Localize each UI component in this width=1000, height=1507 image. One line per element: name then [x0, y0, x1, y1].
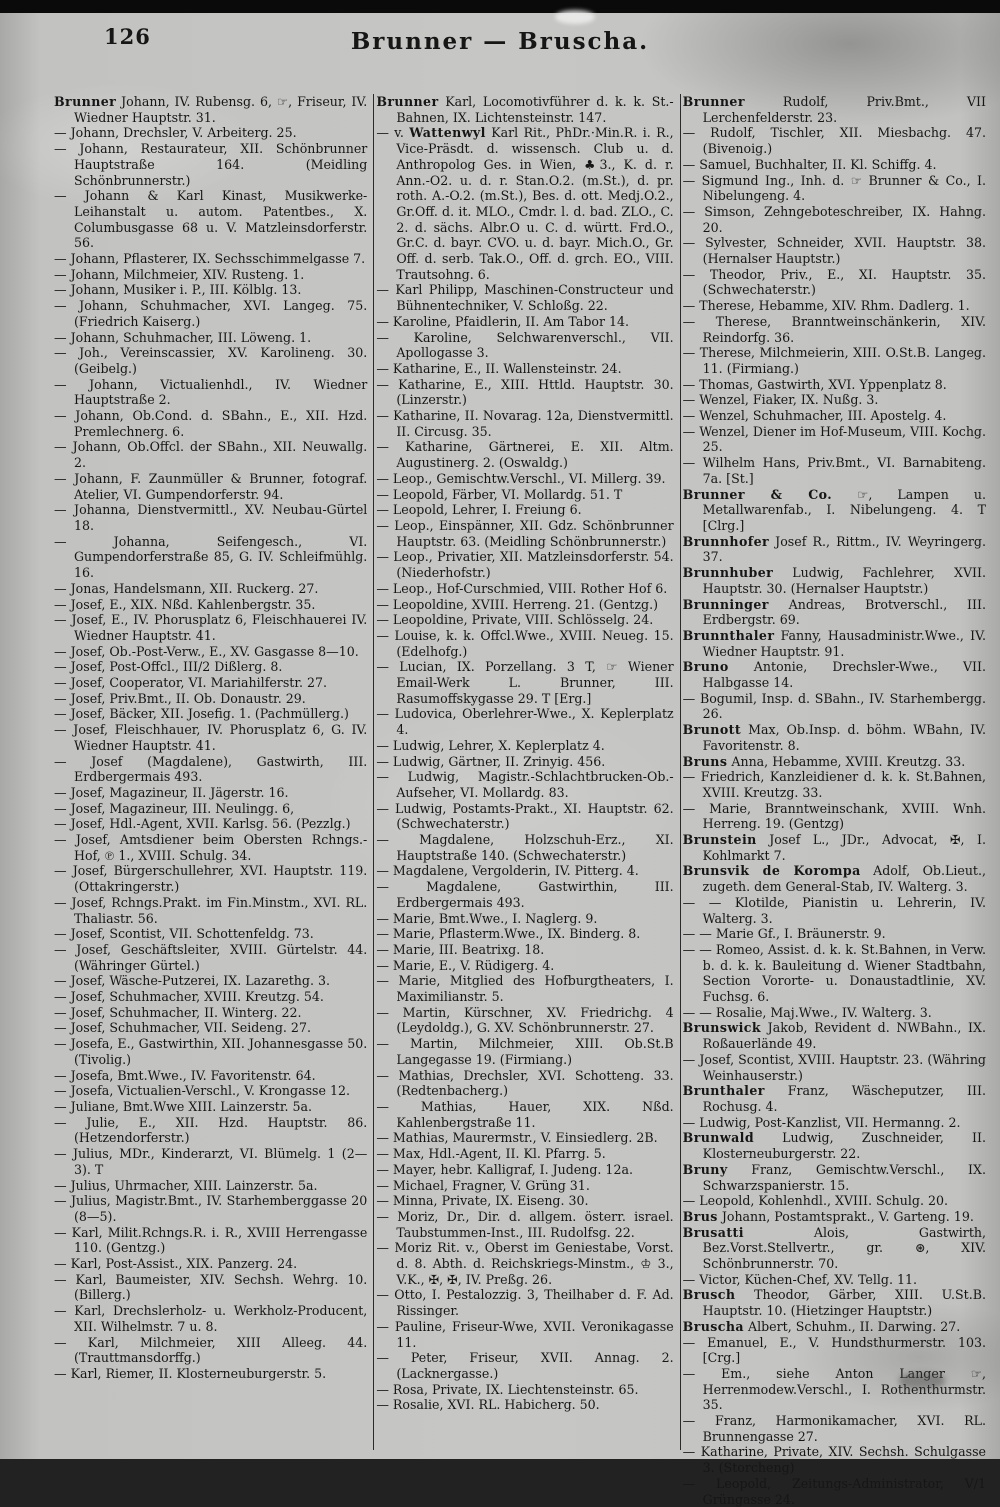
directory-entry: Bruscha Albert, Schuhm., II. Darwing. 27.	[682, 1318, 961, 1334]
directory-entry: — Josef, Wäsche-Putzerei, IX. Lazarethg. 3.	[54, 973, 330, 989]
directory-entry: — Pauline, Friseur-Wwe, XVII. Veronikagasse 11.	[376, 1318, 674, 1350]
directory-entry: — Emanuel, E., V. Hundsthurmerstr. 103. [Crg.]	[682, 1334, 986, 1366]
directory-entry: — Josef, Schuhmacher, XVIII. Kreutzg. 54.	[54, 989, 324, 1005]
directory-entry: — Magdalene, Holzschuh-Erz., XI. Hauptstraße 140. (Schwechaterstr.)	[376, 832, 674, 863]
directory-entry: — Ludovica, Oberlehrer-Wwe., X. Keplerplatz 4.	[376, 706, 674, 738]
entry-surname: Brunner & Co.	[682, 486, 833, 502]
directory-entry: — Josef, Hdl.-Agent, XVII. Karlsg. 56. (Pezzlg.)	[54, 816, 351, 832]
directory-entry: — Karl, Post-Assist., XIX. Panzerg. 24.	[54, 1256, 298, 1272]
directory-entry: — Marie, E., V. Rüdigerg. 4.	[376, 957, 555, 973]
directory-entry: — Johann, Schuhmacher, XVI. Langeg. 75. (Friedrich Kaiserg.)	[54, 298, 368, 329]
directory-entry: Brunninger Andreas, Brotverschl., III. Erdbergstr. 69.	[682, 596, 986, 628]
directory-entry: — Karl, Baumeister, XIV. Sechsh. Wehrg. 10. (Billerg.)	[54, 1271, 368, 1303]
directory-entry: — Katharine, E., XIII. Httld. Hauptstr. 30. (Linzerstr.)	[376, 376, 674, 408]
directory-entry: — Katharine, Gärtnerei, E. XII. Altm. Augustinerg. 2. (Oswaldg.)	[376, 439, 674, 471]
directory-entry: — Marie, Branntweinschank, XVIII. Wnh. Herreng. 19. (Gentzg)	[682, 800, 986, 832]
directory-entry: — Joh., Vereinscassier, XV. Karolineng. 30. (Geibelg.)	[54, 345, 368, 376]
directory-entry: — Johanna, Seifengesch., VI. Gumpendorferstraße 85, G. IV. Schleifmühlg. 16.	[54, 533, 368, 581]
directory-entry: — Bogumil, Insp. d. SBahn., IV. Starhembergg. 26.	[682, 690, 986, 722]
directory-entry: — Leop., Privatier, XII. Matzleinsdorferstr. 54. (Niederhofstr.)	[376, 549, 674, 581]
page-number: 126	[104, 24, 151, 49]
directory-entry: — Johann, Musiker i. P., III. Kölblg. 13.	[54, 282, 302, 298]
directory-entry: — Rudolf, Tischler, XII. Miesbachg. 47. (Bivenoig.)	[682, 125, 986, 157]
entry-surname: Brus	[682, 1208, 718, 1224]
entry-surname: Brunsvik de Korompa	[682, 863, 861, 879]
directory-entry: — Ludwig, Lehrer, X. Keplerplatz 4.	[376, 737, 605, 753]
directory-entry: Brunwald Ludwig, Zuschneider, II. Klosterneuburgerstr. 22.	[682, 1130, 986, 1162]
directory-entry: — Karoline, Selchwarenverschl., VII. Apollogasse 3.	[376, 329, 674, 361]
directory-entry: — — Rosalie, Maj.Wwe., IV. Walterg. 3.	[682, 1004, 932, 1020]
directory-entry: Brunswick Jakob, Revident d. NWBahn., IX. Roßauerlände 49.	[682, 1020, 986, 1052]
directory-entry: — Lucian, IX. Porzellang. 3 T, ☞ Wiener Email-Werk L. Brunner, III. Rasumoffskygasse 29. T [Erg.]	[376, 659, 674, 706]
directory-entry: Brunott Max, Ob.Insp. d. böhm. WBahn, IV. Favoritenstr. 8.	[682, 722, 986, 753]
directory-entry: — Josef, Schuhmacher, VII. Seideng. 27.	[54, 1020, 311, 1036]
directory-entry: — Josef, Schuhmacher, II. Winterg. 22.	[54, 1004, 302, 1020]
directory-entry: — Ludwig, Postamts-Prakt., XI. Hauptstr. 62. (Schwechaterstr.)	[376, 800, 674, 832]
directory-entry: — Wenzel, Fiaker, IX. Nußg. 3.	[682, 392, 879, 408]
directory-entry: Brusch Theodor, Gärber, XIII. U.St.B. Hauptstr. 10. (Hietzinger Hauptstr.)	[682, 1287, 986, 1319]
directory-entry: — Leop., Hof-Curschmied, VIII. Rother Hof 6.	[376, 580, 668, 596]
directory-entry: — Marie, Pflasterm.Wwe., IX. Binderg. 8.	[376, 926, 641, 942]
directory-entry: — Julius, Magistr.Bmt., IV. Starhemberggasse 20 (8—5).	[54, 1193, 368, 1224]
directory-entry: — Sylvester, Schneider, XVII. Hauptstr. 38. (Hernalser Hauptstr.)	[682, 235, 986, 267]
column-3	[681, 94, 992, 1507]
directory-entry: — Julie, E., XII. Hzd. Hauptstr. 86. (Hetzendorferstr.)	[54, 1114, 368, 1146]
entry-surname: Brunstein	[682, 832, 757, 848]
entry-surname: Brusch	[682, 1287, 736, 1303]
directory-entry: — Leop., Einspänner, XII. Gdz. Schönbrunner Hauptstr. 63. (Meidling Schönbrunnerstr.)	[376, 517, 674, 549]
directory-entry: — Josef, Priv.Bmt., II. Ob. Donaustr. 29.	[54, 690, 306, 706]
directory-entry: — Josef, Scontist, VII. Schottenfeldg. 73.	[54, 926, 314, 942]
directory-entry: Brusatti Alois, Gastwirth, Bez.Vorst.Stellvertr., gr. ⊛, XIV. Schönbrunnerstr. 70.	[682, 1224, 986, 1272]
entry-surname: Brunwald	[682, 1130, 755, 1146]
directory-entry: — Josef, Cooperator, VI. Mariahilferstr. 27.	[54, 675, 328, 691]
directory-entry: — Josef, Ob.-Post-Verw., E., XV. Gasgasse 8—10.	[54, 643, 359, 659]
directory-entry: — Marie, III. Beatrixg. 18.	[376, 941, 545, 957]
directory-entry: — Josef, Bäcker, XII. Josefig. 1. (Pachmüllerg.)	[54, 706, 349, 722]
directory-entry: — Martin, Kürschner, XV. Friedrichg. 4 (Leydoldg.), G. XV. Schönbrunnerstr. 27.	[376, 1004, 674, 1036]
directory-entry: — Rosalie, XVI. RL. Habicherg. 50.	[376, 1397, 600, 1413]
directory-entry: Brunner Johann, IV. Rubensg. 6, ☞, Friseur, IV. Wiedner Hauptstr. 31.	[54, 94, 368, 125]
directory-entry: — Josef, Amtsdiener beim Obersten Rchngs.-Hof, ℗ 1., XVIII. Schulg. 34.	[54, 832, 368, 863]
directory-entry: — Josef, Post-Offcl., III/2 Dißlerg. 8.	[54, 659, 283, 675]
directory-entry: Brunner & Co. ☞, Lampen u. Metallwarenfab., I. Nibelungeng. 4. T [Clrg.]	[682, 486, 987, 533]
directory-entry: — Max, Hdl.-Agent, II. Kl. Pfarrg. 5.	[376, 1146, 606, 1162]
directory-entry: — Leopold, Lehrer, I. Freiung 6.	[376, 502, 582, 518]
directory-entry: — Rosa, Private, IX. Liechtensteinstr. 65.	[376, 1381, 639, 1397]
directory-entry: — Johann, F. Zaunmüller & Brunner, fotograf. Atelier, VI. Gumpendorferstr. 94.	[54, 470, 368, 502]
entry-surname: Brunnthaler	[682, 627, 775, 643]
directory-entry: — Leop., Gemischtw.Verschl., VI. Millerg. 39.	[376, 470, 666, 486]
directory-entry: Brus Johann, Postamtsprakt., V. Garteng. 19.	[682, 1208, 974, 1224]
directory-entry: — Otto, I. Pestalozzig. 3, Theilhaber d. F. Ad. Rissinger.	[376, 1287, 674, 1319]
column-2	[373, 94, 680, 1450]
directory-entry: — Johann, Milchmeier, XIV. Rusteng. 1.	[54, 266, 305, 282]
directory-entry: — Johann & Karl Kinast, Musikwerke-Leihanstalt u. autom. Patentbes., X. Columbusgasse 68 u. V. Matzleinsdorferstr. 56.	[54, 188, 368, 251]
directory-entry: — Johann, Restaurateur, XII. Schönbrunner Hauptstraße 164. (Meidling Schönbrunnerstr.)	[54, 141, 368, 188]
directory-entry: — Louise, k. k. Offcl.Wwe., XVIII. Neueg. 15. (Edelhofg.)	[376, 627, 674, 659]
directory-entry: Bruno Antonie, Drechsler-Wwe., VII. Halbgasse 14.	[682, 659, 986, 691]
directory-entry: — Josef, Magazineur, III. Neulingg. 6,	[54, 800, 295, 816]
directory-entry: — Katharine, E., II. Wallensteinstr. 24.	[376, 360, 622, 376]
entry-surname: Brunswick	[682, 1020, 761, 1036]
entry-surname: Brunninger	[682, 596, 769, 612]
directory-entry: — v. Wattenwyl Karl Rit., PhDr.·Min.R. i. R., Vice-Präsdt. d. wissensch. Club u. d. Anthropolog Ges. in Wien, ♣3., K. d. r. Ann.-O2. u. d. r. Stan.O.2. (m.St.), d. pr. roth. A.-O.2. (m.St.), Bes. d. ott. Medj.O.2., Gr.Off. d. it. MLO., Cmdr. l. d. bad. ZLO., C. 2. d. sächs. Albr.O u. C. d. württ. Frd.O., Gr.C. d. bayr. CVO. u. d. bayr. Mich.O., Gr. Off. d. serb. Tak.O., Off. d. grch. EO., VIII. Trautsohng. 6.	[376, 125, 674, 282]
entry-surname: Brunner	[682, 94, 745, 109]
directory-entry: Brunthaler Franz, Wäscheputzer, III. Rochusg. 4.	[682, 1083, 986, 1114]
directory-entry: — Karl, Drechslerholz- u. Werkholz-Producent, XII. Wilhelmstr. 7 u. 8.	[54, 1303, 368, 1334]
column-1	[52, 94, 373, 1450]
directory-entry: — Josef, E., XIX. Nßd. Kahlenbergstr. 35.	[54, 596, 316, 612]
directory-entry: — — Romeo, Assist. d. k. k. St.Bahnen, in Verw. b. d. k. k. Bauleitung d. Wiener Stadtbahn, Section Vororte- u. Donaustadtlinie, XV. Fuchsg. 6.	[682, 941, 986, 1005]
directory-entry: — Mathias, Drechsler, XVI. Schotteng. 33. (Redtenbacherg.)	[376, 1067, 674, 1099]
directory-entry: — Samuel, Buchhalter, II. Kl. Schiffg. 4.	[682, 156, 937, 172]
directory-entry: — Therese, Hebamme, XIV. Rhm. Dadlerg. 1.	[682, 298, 970, 314]
entry-surname: Bruscha	[682, 1318, 744, 1334]
entry-surname: Brunnhuber	[682, 565, 774, 581]
directory-entry: — Josef, E., IV. Phorusplatz 6, Fleischhauerei IV. Wiedner Hauptstr. 41.	[54, 612, 368, 643]
directory-entry: — Josef, Bürgerschullehrer, XVI. Hauptstr. 119. (Ottakringerstr.)	[54, 863, 368, 895]
directory-entry: — Juliane, Bmt.Wwe XIII. Lainzerstr. 5a.	[54, 1099, 313, 1114]
directory-entry: — — Marie Gf., I. Bräunerstr. 9.	[682, 926, 886, 942]
directory-entry: — Julius, Uhrmacher, XIII. Lainzerstr. 5a.	[54, 1177, 318, 1193]
entry-surname: Bruns	[682, 753, 728, 769]
entry-surname: Bruny	[682, 1161, 728, 1177]
directory-columns	[52, 94, 992, 1507]
entry-surname: Brunott	[682, 722, 742, 738]
directory-entry: — Johann, Ob.Cond. d. SBahn., E., XII. Hzd. Premlechnerg. 6.	[54, 408, 368, 439]
directory-entry: — Magdalene, Vergolderin, IV. Pitterg. 4.	[376, 863, 639, 879]
directory-entry: — Wenzel, Schuhmacher, III. Apostelg. 4.	[682, 408, 947, 424]
scan-stain	[899, 1373, 945, 1389]
directory-entry: — Wilhelm Hans, Priv.Bmt., VI. Barnabiteng. 7a. [St.]	[682, 455, 986, 486]
directory-entry: — Sigmund Ing., Inh. d. ☞ Brunner & Co., I. Nibelungeng. 4.	[682, 172, 986, 204]
entry-surname: Bruno	[682, 659, 729, 675]
directory-entry: — Leopoldine, XVIII. Herreng. 21. (Gentzg.)	[376, 596, 658, 612]
directory-entry: — Leopold, Zeitungs-Administrator, V/1 Grüngasse 24.	[682, 1475, 986, 1507]
directory-entry: — Theodor, Priv., E., XI. Hauptstr. 35. (Schwechaterstr.)	[682, 266, 986, 298]
directory-entry: — Karl, Riemer, II. Klosterneuburgerstr. 5.	[54, 1365, 327, 1381]
directory-entry: — Ludwig, Magistr.-Schlachtbrucken-Ob.-Aufseher, VI. Mollardg. 83.	[376, 769, 674, 800]
directory-entry: — Karl, Milit.Rchngs.R. i. R., XVIII Herrengasse 110. (Gentzg.)	[54, 1224, 368, 1256]
directory-entry: — Mayer, hebr. Kalligraf, I. Judeng. 12a.	[376, 1161, 633, 1177]
directory-entry: — Therese, Milchmeierin, XIII. O.St.B. Langeg. 11. (Firmiang.)	[682, 345, 986, 376]
directory-entry: — Josef (Magdalene), Gastwirth, III. Erdbergermais 493.	[54, 753, 368, 785]
directory-entry: — Josef, Magazineur, II. Jägerstr. 16.	[54, 784, 289, 800]
directory-entry: — Johanna, Dienstvermittl., XV. Neubau-Gürtel 18.	[54, 502, 368, 533]
directory-entry: Brunnhuber Ludwig, Fachlehrer, XVII. Hauptstr. 30. (Hernalser Hauptstr.)	[682, 565, 986, 596]
directory-entry: — Katharine, Private, XIV. Sechsh. Schulgasse 3. (Storcheng)	[682, 1444, 986, 1476]
directory-entry: — — Klotilde, Pianistin u. Lehrerin, IV. Walterg. 3.	[682, 894, 986, 926]
directory-entry: — Leopold, Kohlenhdl., XVIII. Schulg. 20.	[682, 1193, 948, 1209]
directory-entry: Brunstein Josef L., JDr., Advocat, ✠, I. Kohlmarkt 7.	[682, 832, 986, 863]
directory-entry: — Johann, Ob.Offcl. der SBahn., XII. Neuwallg. 2.	[54, 439, 368, 471]
directory-entry: — Katharine, II. Novarag. 12a, Dienstvermittl. II. Circusg. 35.	[376, 408, 674, 439]
entry-surname: Wattenwyl	[409, 125, 486, 141]
directory-entry: Brunner Karl, Locomotivführer d. k. k. St.-Bahnen, IX. Lichtensteinstr. 147.	[376, 94, 674, 125]
directory-entry: — Ludwig, Post-Kanzlist, VII. Hermanng. 2.	[682, 1114, 961, 1130]
directory-entry: — Johann, Pflasterer, IX. Sechsschimmelgasse 7.	[54, 251, 366, 267]
directory-entry: — Johann, Schuhmacher, III. Löweng. 1.	[54, 329, 312, 345]
directory-entry: — Josef, Fleischhauer, IV. Phorusplatz 6, G. IV. Wiedner Hauptstr. 41.	[54, 722, 368, 753]
directory-entry: — Moriz, Dr., Dir. d. allgem. österr. israel. Taubstummen-Inst., III. Rudolfsg. 22.	[376, 1208, 674, 1240]
directory-entry: — Victor, Küchen-Chef, XV. Tellg. 11.	[682, 1271, 918, 1287]
directory-entry: — Minna, Private, IX. Eiseng. 30.	[376, 1193, 589, 1209]
directory-entry: — Karoline, Pfaidlerin, II. Am Tabor 14.	[376, 313, 630, 329]
directory-entry: — Johann, Drechsler, V. Arbeiterg. 25.	[54, 125, 297, 141]
directory-entry: — Josef, Rchngs.Prakt. im Fin.Minstm., XVI. RL. Thaliastr. 56.	[54, 894, 368, 926]
directory-entry: — Leopoldine, Private, VIII. Schlösselg. 24.	[376, 612, 654, 628]
directory-entry: — Em., siehe Anton Langer ☞, Herrenmodew.Verschl., I. Rothenthurmstr. 35.	[682, 1365, 986, 1413]
directory-entry: — Moriz Rit. v., Oberst im Geniestabe, Vorst. d. 8. Abth. d. Reichskriegs-Minstm., ♔ 3., V.K., ✠, ✠, IV. Preßg. 26.	[376, 1240, 674, 1287]
directory-entry: — Josef, Geschäftsleiter, XVIII. Gürtelstr. 44. (Währinger Gürtel.)	[54, 941, 368, 973]
directory-entry: — Michael, Fragner, V. Grüng 31.	[376, 1177, 590, 1193]
entry-surname: Brunnhofer	[682, 533, 770, 549]
page-title: Brunner — Bruscha.	[350, 28, 650, 55]
directory-entry: — Therese, Branntweinschänkerin, XIV. Reindorfg. 36.	[682, 313, 986, 345]
directory-entry: Bruny Franz, Gemischtw.Verschl., IX. Schwarzspanierstr. 15.	[682, 1161, 986, 1193]
directory-entry: Bruns Anna, Hebamme, XVIII. Kreutzg. 33.	[682, 753, 966, 769]
directory-entry: Brunsvik de Korompa Adolf, Ob.Lieut., zugeth. dem General-Stab, IV. Walterg. 3.	[682, 863, 986, 895]
page-header	[0, 0, 1000, 90]
directory-entry: — Johann, Victualienhdl., IV. Wiedner Hauptstraße 2.	[54, 376, 368, 408]
directory-entry: — Friedrich, Kanzleidiener d. k. k. St.Bahnen, XVIII. Kreutzg. 33.	[682, 769, 986, 800]
directory-entry: — Karl Philipp, Maschinen-Constructeur und Bühnentechniker, V. Schloßg. 22.	[376, 282, 674, 314]
directory-entry: — Thomas, Gastwirth, XVI. Yppenplatz 8.	[682, 376, 947, 392]
entry-surname: Brunthaler	[682, 1083, 765, 1099]
directory-entry: — Franz, Harmonikamacher, XVI. RL. Brunnengasse 27.	[682, 1413, 986, 1444]
entry-surname: Brunner	[54, 94, 117, 109]
directory-entry: — Simson, Zehngeboteschreiber, IX. Hahng. 20.	[682, 203, 986, 235]
directory-entry: — Mathias, Maurermstr., V. Einsiedlerg. 2B.	[376, 1130, 658, 1146]
directory-entry: — Mathias, Hauer, XIX. Nßd. Kahlenbergstraße 11.	[376, 1099, 674, 1130]
directory-entry: Brunnthaler Fanny, Hausadministr.Wwe., IV. Wiedner Hauptstr. 91.	[682, 627, 986, 659]
directory-entry: — Josefa, E., Gastwirthin, XII. Johannesgasse 50. (Tivolig.)	[54, 1036, 368, 1067]
directory-entry: — Josefa, Bmt.Wwe., IV. Favoritenstr. 64.	[54, 1067, 316, 1083]
directory-entry: — Marie, Mitglied des Hofburgtheaters, I. Maximilianstr. 5.	[376, 973, 674, 1005]
directory-entry: Brunnhofer Josef R., Rittm., IV. Weyringerg. 37.	[682, 533, 986, 565]
directory-entry: — Magdalene, Gastwirthin, III. Erdbergermais 493.	[376, 879, 674, 910]
directory-entry: — Ludwig, Gärtner, II. Zrinyig. 456.	[376, 753, 606, 769]
directory-entry: — Leopold, Färber, VI. Mollardg. 51. T	[376, 486, 623, 502]
directory-entry: — Peter, Friseur, XVII. Annag. 2. (Lacknergasse.)	[376, 1350, 674, 1381]
directory-entry: — Josef, Scontist, XVIII. Hauptstr. 23. (Währing Weinhauserstr.)	[682, 1051, 986, 1083]
entry-surname: Brunner	[376, 94, 439, 109]
directory-entry: — Jonas, Handelsmann, XII. Ruckerg. 27.	[54, 580, 319, 596]
directory-entry: Brunner Rudolf, Priv.Bmt., VII Lerchenfelderstr. 23.	[682, 94, 986, 125]
directory-entry: — Julius, MDr., Kinderarzt, VI. Blümelg. 1 (2—3). T	[54, 1146, 368, 1177]
directory-entry: — Josefa, Victualien-Verschl., V. Krongasse 12.	[54, 1083, 350, 1099]
directory-entry: — Marie, Bmt.Wwe., I. Naglerg. 9.	[376, 910, 598, 926]
directory-entry: — Martin, Milchmeier, XIII. Ob.St.B Langegasse 19. (Firmiang.)	[376, 1036, 674, 1067]
entry-surname: Brusatti	[682, 1224, 744, 1240]
directory-entry: — Karl, Milchmeier, XIII Alleeg. 44. (Trauttmansdorffg.)	[54, 1334, 368, 1366]
directory-entry: — Wenzel, Diener im Hof-Museum, VIII. Kochg. 25.	[682, 423, 986, 455]
